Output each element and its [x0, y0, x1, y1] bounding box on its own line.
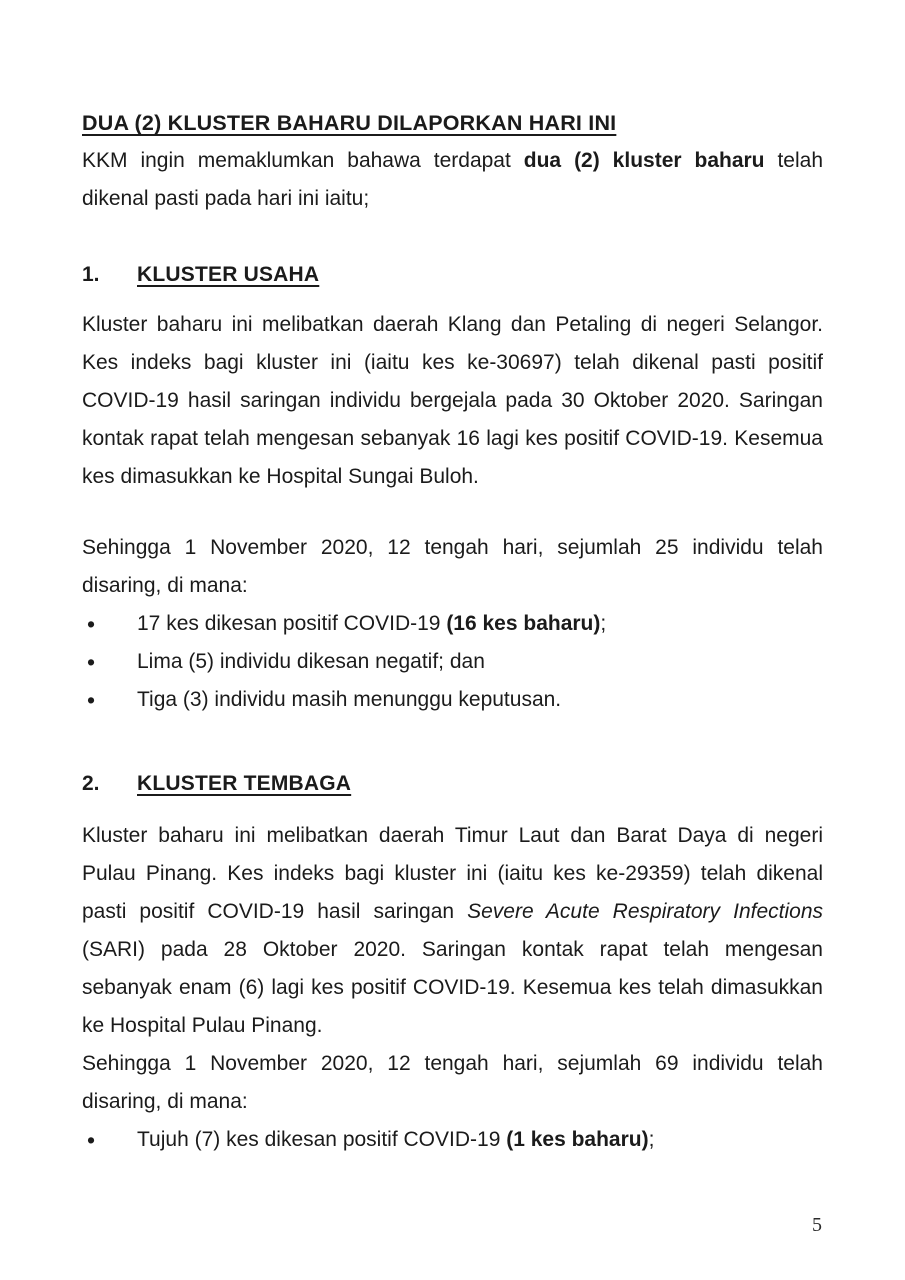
screening-results-list — [82, 605, 823, 719]
list-item — [82, 605, 823, 643]
document-content — [82, 104, 823, 1159]
section-kluster-usaha — [82, 256, 823, 719]
section-title: KLUSTER TEMBAGA — [137, 772, 352, 795]
list-item — [82, 1121, 823, 1159]
section-number: 2. — [82, 772, 100, 795]
bullet-icon: • — [87, 649, 96, 675]
section-body: Kluster baharu ini melibatkan daerah Timur Laut dan Barat Daya di negeri Pulau Pinang. Kes indeks bagi kluster ini (iaitu kes ke-29359) telah dikenal pasti positif COVID-19 hasil saringan Severe Acute Respiratory Infections (SARI) pada 28 Oktober 2020. Saringan kontak rapat telah mengesan sebanyak enam (6) lagi kes positif COVID-19. Kesemua kes telah dimasukkan ke Hospital Pulau Pinang. — [82, 824, 823, 1037]
intro-paragraph: KKM ingin memaklumkan bahawa terdapat dua (2) kluster baharu telah dikenal pasti pada hari ini iaitu; — [82, 149, 824, 210]
document-title: DUA (2) KLUSTER BAHARU DILAPORKAN HARI INI — [82, 111, 617, 135]
list-item-text: Tujuh (7) kes dikesan positif COVID-19 (1 kes baharu); — [137, 1128, 655, 1151]
list-item — [82, 681, 823, 719]
page-number: 5 — [812, 1214, 822, 1236]
section-heading-2 — [82, 765, 823, 803]
section-title: KLUSTER USAHA — [137, 263, 320, 286]
section-heading-1 — [82, 256, 823, 294]
screening-results-list — [82, 1121, 823, 1159]
screening-summary: Sehingga 1 November 2020, 12 tengah hari, sejumlah 69 individu telah disaring, di mana: — [82, 1052, 823, 1113]
bullet-icon: • — [87, 1127, 96, 1153]
list-item-text: 17 kes dikesan positif COVID-19 (16 kes baharu); — [137, 612, 607, 635]
section-kluster-tembaga — [82, 765, 823, 1159]
section-number: 1. — [82, 263, 100, 286]
list-item — [82, 643, 823, 681]
bullet-icon: • — [87, 611, 96, 637]
screening-summary: Sehingga 1 November 2020, 12 tengah hari, sejumlah 25 individu telah disaring, di mana: — [82, 536, 823, 597]
list-item-text: Lima (5) individu dikesan negatif; dan — [137, 650, 485, 673]
section-body: Kluster baharu ini melibatkan daerah Klang dan Petaling di negeri Selangor. Kes indeks bagi kluster ini (iaitu kes ke-30697) telah dikenal pasti positif COVID-19 hasil saringan individu bergejala pada 30 Oktober 2020. Saringan kontak rapat telah mengesan sebanyak 16 lagi kes positif COVID-19. Kesemua kes dimasukkan ke Hospital Sungai Buloh. — [82, 313, 823, 488]
list-item-text: Tiga (3) individu masih menunggu keputusan. — [137, 688, 562, 711]
bullet-icon: • — [87, 687, 96, 713]
